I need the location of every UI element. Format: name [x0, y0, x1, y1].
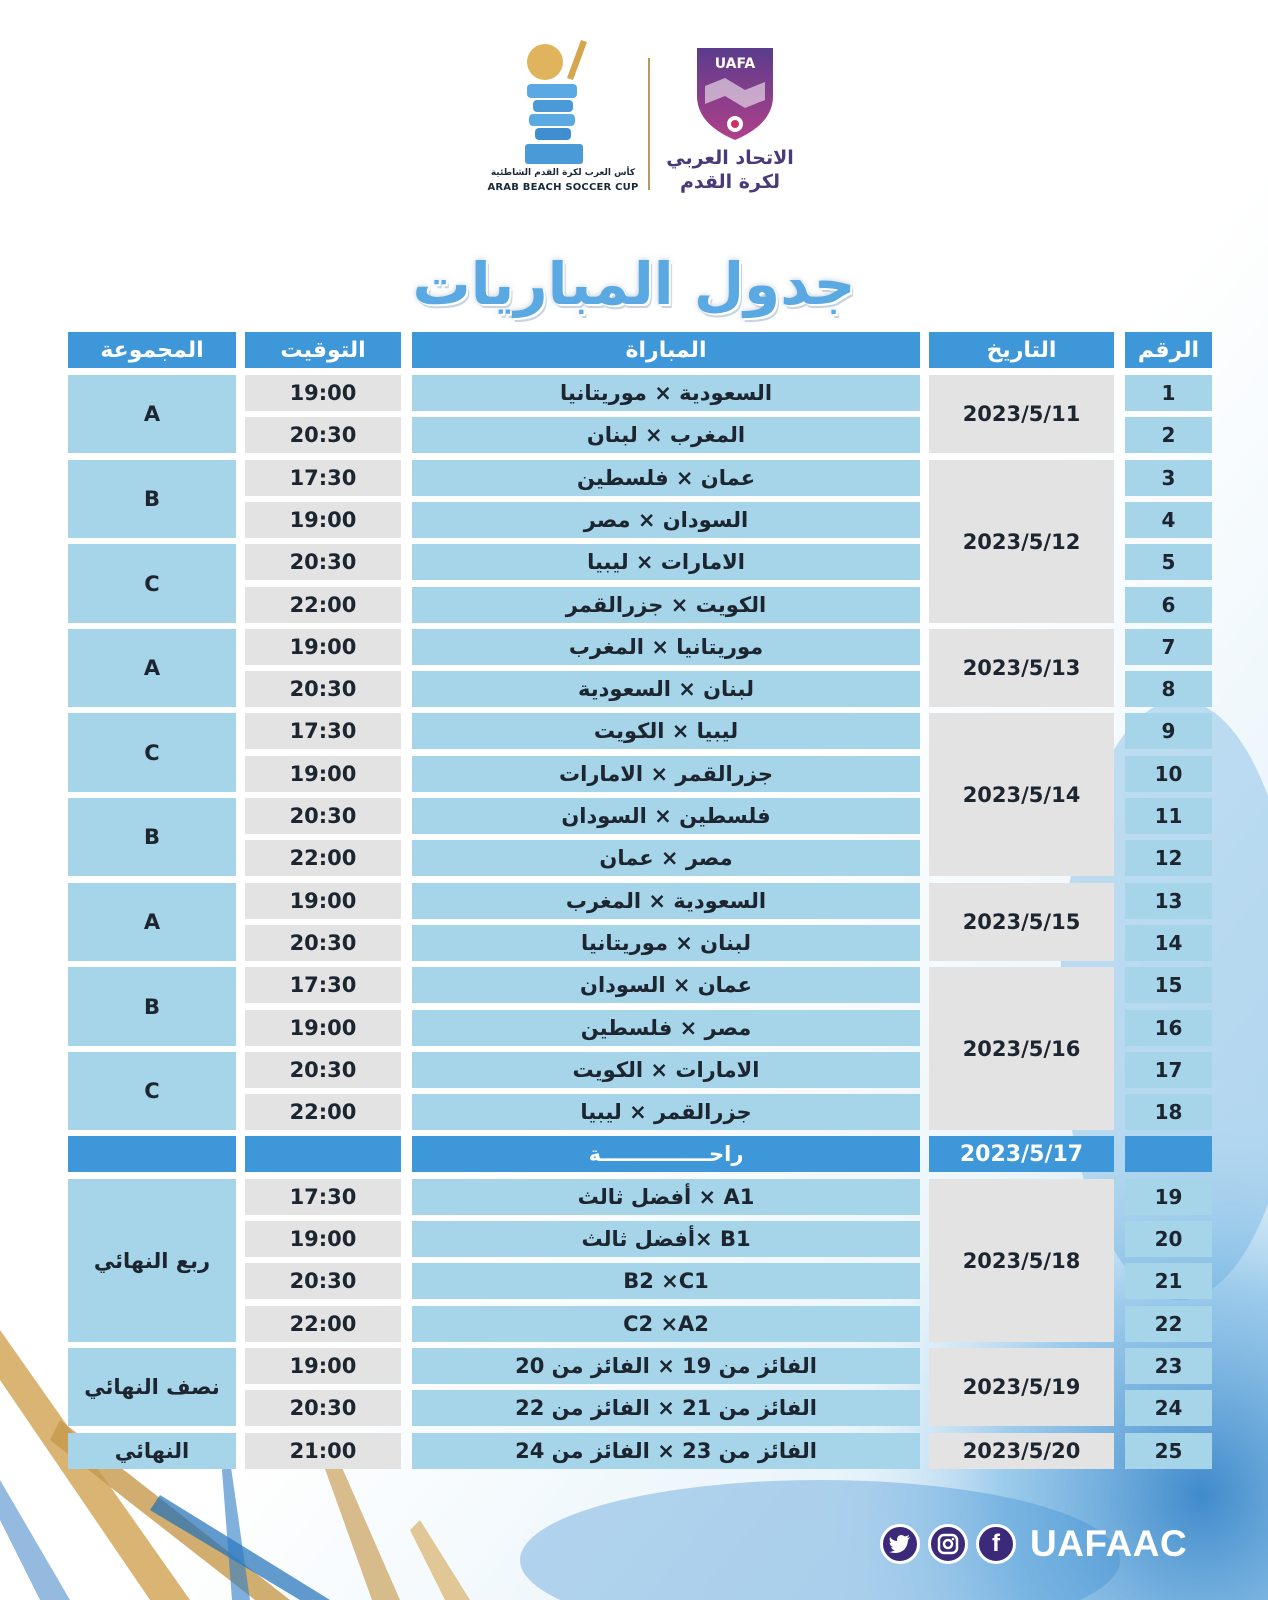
twitter-icon[interactable] [880, 1524, 920, 1564]
match-group: B [68, 460, 236, 538]
match-teams: الامارات × الكويت [412, 1052, 920, 1088]
match-number: 23 [1125, 1348, 1212, 1384]
match-teams: ليبيا × الكويت [412, 713, 920, 749]
match-teams: جزرالقمر × الامارات [412, 756, 920, 792]
match-time: 21:00 [245, 1433, 401, 1469]
match-time: 22:00 [245, 840, 401, 876]
match-time: 17:30 [245, 967, 401, 1003]
match-number: 25 [1125, 1433, 1212, 1469]
uafa-logo [695, 46, 775, 142]
rest-group-cell [68, 1136, 236, 1172]
match-time: 20:30 [245, 671, 401, 707]
match-number: 1 [1125, 375, 1212, 411]
match-time: 20:30 [245, 417, 401, 453]
match-number: 19 [1125, 1179, 1212, 1215]
match-group: A [68, 883, 236, 961]
header-group: المجموعة [68, 332, 236, 368]
match-group: C [68, 1052, 236, 1130]
match-teams: B2 ×C1 [412, 1263, 920, 1299]
rest-time-cell [245, 1136, 401, 1172]
match-number: 20 [1125, 1221, 1212, 1257]
match-time: 20:30 [245, 1263, 401, 1299]
match-time: 19:00 [245, 1348, 401, 1384]
match-number: 21 [1125, 1263, 1212, 1299]
match-number: 6 [1125, 587, 1212, 623]
match-date: 2023/5/18 [929, 1179, 1114, 1342]
match-time: 19:00 [245, 756, 401, 792]
match-teams: موريتانيا × المغرب [412, 629, 920, 665]
match-time: 17:30 [245, 1179, 401, 1215]
match-number: 4 [1125, 502, 1212, 538]
match-teams: السودان × مصر [412, 502, 920, 538]
match-time: 19:00 [245, 375, 401, 411]
match-teams: C2 ×A2 [412, 1306, 920, 1342]
match-teams: عمان × السودان [412, 967, 920, 1003]
match-group: نصف النهائي [68, 1348, 236, 1426]
match-time: 19:00 [245, 883, 401, 919]
header-logos [0, 0, 1268, 230]
match-teams: مصر × فلسطين [412, 1010, 920, 1046]
match-number: 8 [1125, 671, 1212, 707]
match-time: 20:30 [245, 1390, 401, 1426]
match-teams: لبنان × موريتانيا [412, 925, 920, 961]
match-teams: مصر × عمان [412, 840, 920, 876]
match-time: 17:30 [245, 460, 401, 496]
match-number: 18 [1125, 1094, 1212, 1130]
logo-divider [648, 58, 650, 190]
match-number: 14 [1125, 925, 1212, 961]
match-group: B [68, 798, 236, 876]
match-time: 22:00 [245, 1094, 401, 1130]
match-group: C [68, 713, 236, 792]
match-date: 2023/5/19 [929, 1348, 1114, 1426]
match-time: 19:00 [245, 1221, 401, 1257]
match-time: 19:00 [245, 1010, 401, 1046]
header-number: الرقم [1125, 332, 1212, 368]
match-date: 2023/5/20 [929, 1433, 1114, 1469]
match-number: 10 [1125, 756, 1212, 792]
match-number: 13 [1125, 883, 1212, 919]
match-number: 12 [1125, 840, 1212, 876]
page-title: جدول المباريات [412, 250, 856, 318]
uafa-arabic-line2: لكرة القدم [679, 171, 781, 193]
facebook-icon[interactable]: f [976, 1524, 1016, 1564]
match-time: 20:30 [245, 544, 401, 580]
match-number: 15 [1125, 967, 1212, 1003]
match-date: 2023/5/12 [929, 460, 1114, 623]
match-number: 16 [1125, 1010, 1212, 1046]
match-time: 19:00 [245, 502, 401, 538]
match-teams: لبنان × السعودية [412, 671, 920, 707]
match-number: 22 [1125, 1306, 1212, 1342]
match-date: 2023/5/11 [929, 375, 1114, 453]
match-group: النهائي [68, 1433, 236, 1469]
match-teams: الفائز من 23 × الفائز من 24 [412, 1433, 920, 1469]
match-time: 20:30 [245, 798, 401, 834]
header-match: المباراة [412, 332, 920, 368]
match-date: 2023/5/15 [929, 883, 1114, 961]
match-teams: A1 × أفضل ثالث [412, 1179, 920, 1215]
arab-beach-soccer-cup-logo [515, 40, 595, 168]
match-group: A [68, 629, 236, 707]
match-teams: الامارات × ليبيا [412, 544, 920, 580]
match-teams: السعودية × موريتانيا [412, 375, 920, 411]
cup-arabic-name: كأس العرب لكرة القدم الشاطئية [490, 168, 636, 178]
match-teams: الكويت × جزرالقمر [412, 587, 920, 623]
match-number: 11 [1125, 798, 1212, 834]
match-date: 2023/5/14 [929, 713, 1114, 876]
header-date: التاريخ [929, 332, 1114, 368]
match-group: A [68, 375, 236, 453]
social-handle: UAFAAC [1030, 1523, 1188, 1564]
match-teams: السعودية × المغرب [412, 883, 920, 919]
uafa-arabic-line1: الاتحاد العربي [666, 147, 794, 169]
rest-date: 2023/5/17 [929, 1136, 1114, 1172]
match-teams: الفائز من 19 × الفائز من 20 [412, 1348, 920, 1384]
match-teams: جزرالقمر × ليبيا [412, 1094, 920, 1130]
match-group: ربع النهائي [68, 1179, 236, 1342]
match-group: B [68, 967, 236, 1046]
match-teams: B1 ×أفضل ثالث [412, 1221, 920, 1257]
match-teams: المغرب × لبنان [412, 417, 920, 453]
match-time: 22:00 [245, 1306, 401, 1342]
match-time: 20:30 [245, 1052, 401, 1088]
match-date: 2023/5/16 [929, 967, 1114, 1130]
match-number: 17 [1125, 1052, 1212, 1088]
rest-label: راحـــــــــــــــة [412, 1136, 920, 1172]
match-time: 22:00 [245, 587, 401, 623]
header-time: التوقيت [245, 332, 401, 368]
match-number: 5 [1125, 544, 1212, 580]
match-teams: عمان × فلسطين [412, 460, 920, 496]
cup-english-name: ARAB BEACH SOCCER CUP [487, 182, 639, 193]
match-number: 9 [1125, 713, 1212, 749]
match-number: 2 [1125, 417, 1212, 453]
social-bar [880, 1522, 1187, 1566]
uafa-abbr: UAFA [714, 56, 756, 72]
match-number: 3 [1125, 460, 1212, 496]
match-time: 19:00 [245, 629, 401, 665]
match-number: 7 [1125, 629, 1212, 665]
match-teams: الفائز من 21 × الفائز من 22 [412, 1390, 920, 1426]
instagram-icon[interactable] [928, 1524, 968, 1564]
match-teams: فلسطين × السودان [412, 798, 920, 834]
match-date: 2023/5/13 [929, 629, 1114, 707]
match-number: 24 [1125, 1390, 1212, 1426]
match-time: 20:30 [245, 925, 401, 961]
match-time: 17:30 [245, 713, 401, 749]
rest-number-cell [1125, 1136, 1212, 1172]
match-group: C [68, 544, 236, 623]
